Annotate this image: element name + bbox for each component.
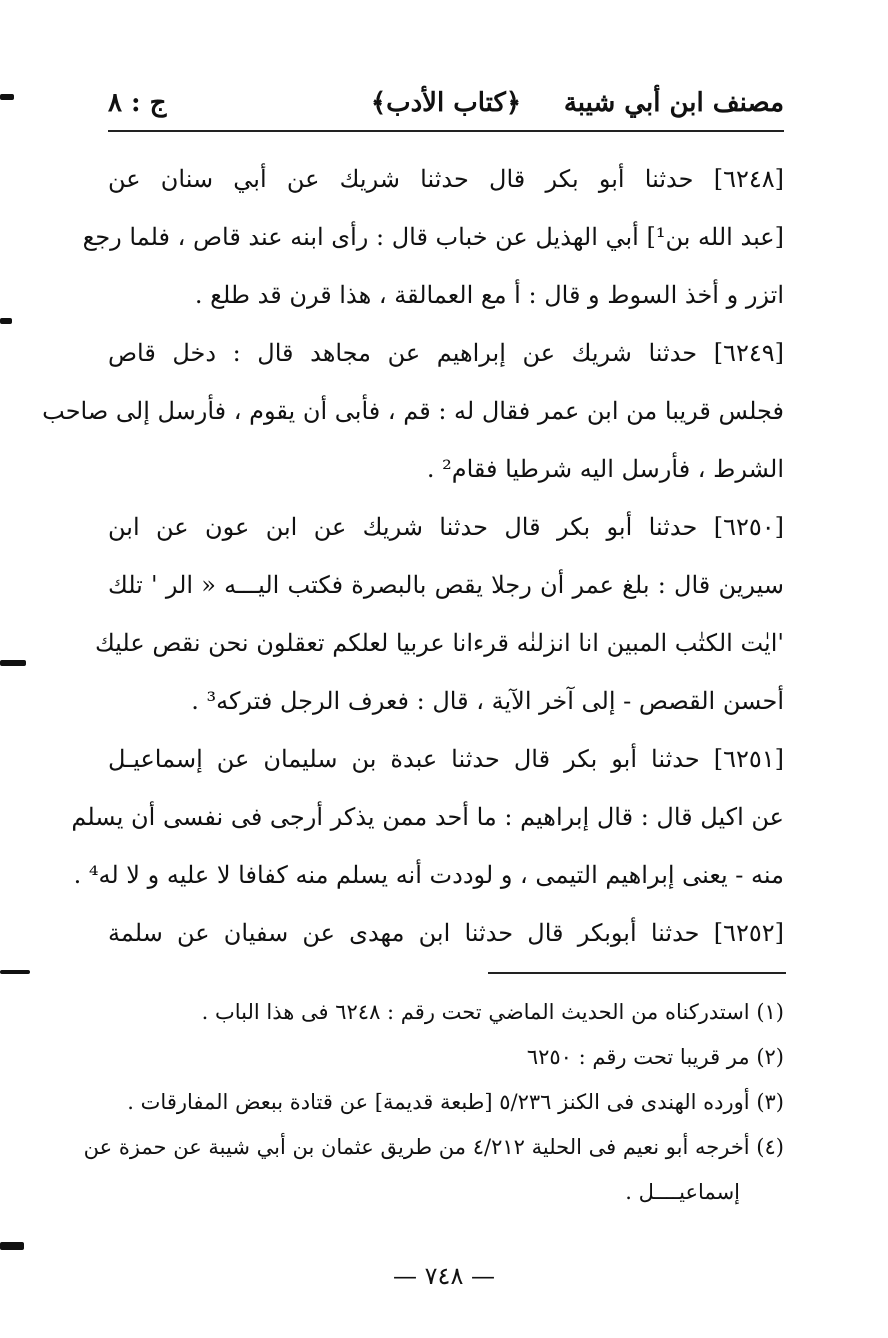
text-line: فجلس قريبا من ابن عمر فقال له : قم ، فأبى أن يقوم ، فأرسل إلى صاحب (42, 397, 784, 425)
text-line: 'ايٰت الكتٰب المبين انا انزلنٰه قرءانا عربيا لعلكم تعقلون نحن نقص عليك (94, 629, 784, 657)
header-divider (108, 130, 784, 132)
scan-edge-mark (0, 94, 14, 100)
text-line: [٦٢٤٨] حدثنا أبو بكر قال حدثنا شريك عن أبي سنان عن (108, 165, 784, 193)
chapter-title: ﴿كتاب الأدب﴾ (370, 88, 522, 118)
footnote: (١) استدركناه من الحديث الماضي تحت رقم : ٦٢٤٨ فى هذا الباب . (201, 1000, 784, 1024)
page-header (108, 78, 784, 132)
scan-edge-mark (0, 970, 30, 974)
text-line: منه - يعنى إبراهيم التيمى ، و لوددت أنه يسلم منه كفافا لا عليه و لا له⁴ . (73, 861, 784, 889)
text-line: [٦٢٥١] حدثنا أبو بكر قال حدثنا عبدة بن سليمان عن إسماعيـل (108, 745, 784, 773)
text-line: أحسن القصص - إلى آخر الآية ، قال : فعرف الرجل فتركه³ . (191, 687, 784, 715)
text-line: [٦٢٥٠] حدثنا أبو بكر قال حدثنا شريك عن ابن عون عن ابن (108, 513, 784, 541)
text-line: سيرين قال : بلغ عمر أن رجلا يقص بالبصرة فكتب اليـــه « الر ' تلك (108, 571, 784, 599)
scan-edge-mark (0, 1242, 24, 1250)
text-line: [٦٢٥٢] حدثنا أبوبكر قال حدثنا ابن مهدى عن سفيان عن سلمة (108, 919, 784, 947)
scan-edge-mark (0, 660, 26, 666)
text-line: عن اكيل قال : قال إبراهيم : ما أحد ممن يذكر أرجى فى نفسى أن يسلم (71, 803, 784, 831)
footnotes (83, 990, 784, 1215)
main-text (42, 150, 784, 962)
footnote-divider (488, 972, 786, 974)
text-line: [٦٢٤٩] حدثنا شريك عن إبراهيم عن مجاهد قال : دخل قاص (108, 339, 784, 367)
footnote: (٣) أورده الهندى فى الكنز ٥/٢٣٦ [طبعة قديمة] عن قتادة ببعض المفارقات . (127, 1090, 784, 1114)
scan-edge-mark (0, 318, 12, 324)
volume-number: ج : ٨ (108, 88, 167, 118)
footnote: (٤) أخرجه أبو نعيم فى الحلية ٤/٢١٢ من طريق عثمان بن أبي شيبة عن حمزة عن (83, 1135, 784, 1159)
footnote-continuation: إسماعيــــل . (625, 1180, 740, 1204)
text-line: اتزر و أخذ السوط و قال : أ مع العمالقة ، هذا قرن قد طلع . (194, 281, 784, 309)
page-number: — ٧٤٨ — (393, 1262, 495, 1290)
footnote: (٢) مر قريبا تحت رقم : ٦٢٥٠ (526, 1045, 784, 1069)
text-line: الشرط ، فأرسل اليه شرطيا فقام² . (426, 455, 784, 483)
text-line: [عبد الله بن¹] أبي الهذيل عن خباب قال : رأى ابنه عند قاص ، فلما رجع (82, 223, 784, 251)
book-title: مصنف ابن أبي شيبة (563, 88, 784, 118)
